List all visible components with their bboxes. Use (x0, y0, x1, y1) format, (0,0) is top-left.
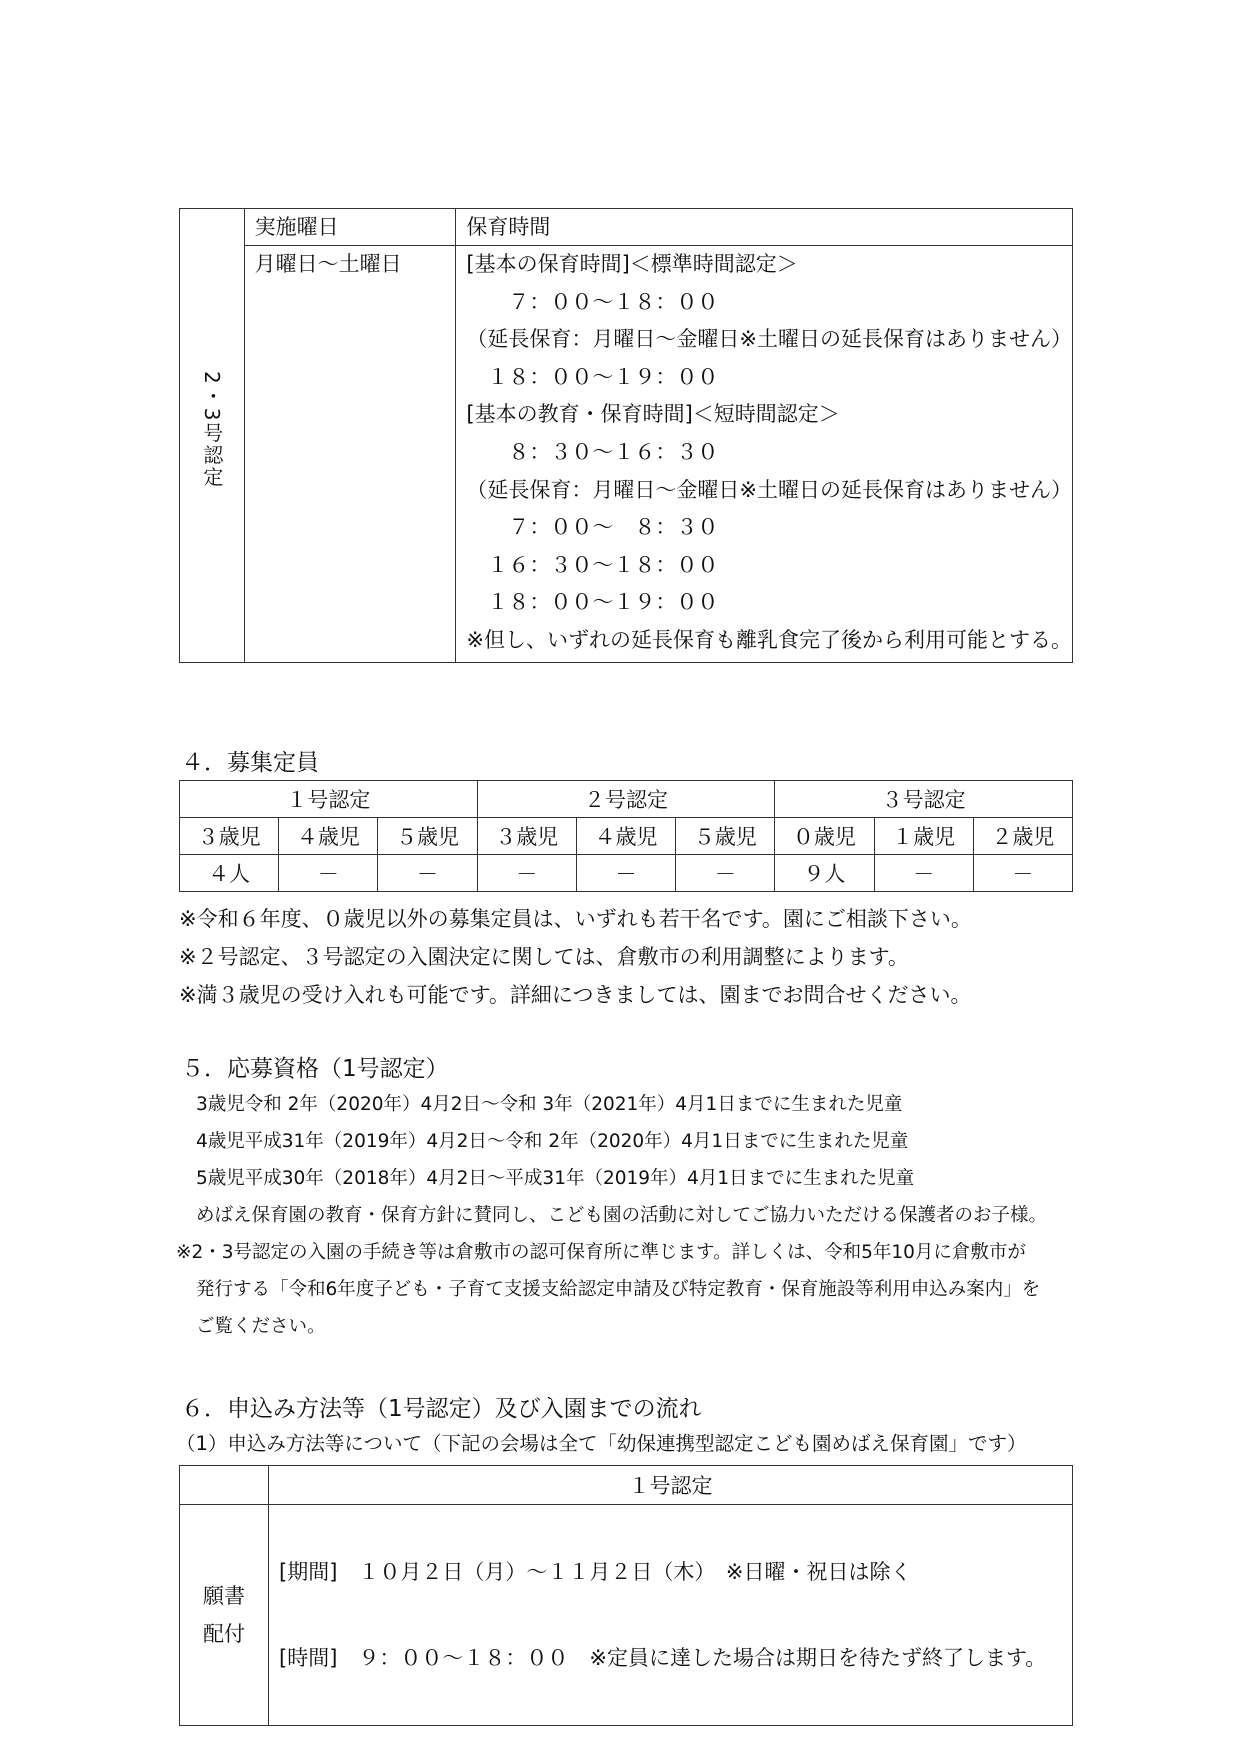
time-line: [時間] ９：００～１８：００ ※定員に達した場合は期日を待たず終了します。 (279, 1646, 1047, 1670)
schedule-table (179, 208, 1073, 663)
eligibility-note: ご覧ください。 (196, 1316, 326, 1337)
age-cell: ４歳児 (576, 818, 675, 855)
schedule-side-label-cell (180, 209, 245, 663)
schedule-line: ７：００～１８：００ (466, 289, 719, 314)
schedule-side-label: 2・3号認定 (199, 371, 224, 489)
age-cell: １歳児 (874, 818, 973, 855)
schedule-lines-cell (456, 246, 1073, 663)
eligibility-line: 5歳児平成30年（2018年）4月2日～平成31年（2019年）4月1日までに生まれた児童 (196, 1168, 915, 1189)
schedule-line: ※但し、いずれの延長保育も離乳食完了後から利用可能とする。 (466, 627, 1072, 652)
age-cell: ２歳児 (973, 818, 1072, 855)
count-cell: － (477, 855, 576, 892)
age-cell: ５歳児 (378, 818, 477, 855)
schedule-line: １８：００～１９：００ (466, 590, 719, 615)
application-table (179, 1465, 1073, 1726)
count-cell: ４人 (180, 855, 279, 892)
age-cell: ３歳児 (180, 818, 279, 855)
eligibility-note: ※2・3号認定の入園の手続き等は倉敷市の認可保育所に準じます。詳しくは、令和5年10月に倉敷市が (176, 1242, 1026, 1263)
age-cell: ５歳児 (676, 818, 775, 855)
section4-heading: ４．募集定員 (181, 750, 319, 776)
schedule-line: １６：３０～１８：００ (466, 552, 719, 577)
count-cell: ９人 (775, 855, 874, 892)
eligibility-note: 発行する「令和6年度子ども・子育て支援支給認定申請及び特定教育・保育施設等利用申込み案内」を (196, 1279, 1041, 1300)
capacity-note: ※２号認定、３号認定の入園決定に関しては、倉敷市の利用調整によります。 (179, 945, 909, 969)
section6-subheading: （1）申込み方法等について（下記の会場は全て「幼保連携型認定こども園めばえ保育園」です） (176, 1432, 1027, 1455)
application-header: １号認定 (269, 1466, 1073, 1505)
count-cell: － (576, 855, 675, 892)
count-cell: － (279, 855, 378, 892)
schedule-line: （延長保育：月曜日～金曜日※土曜日の延長保育はありません） (466, 327, 1072, 352)
schedule-line: （延長保育：月曜日～金曜日※土曜日の延長保育はありません） (466, 477, 1072, 502)
days-cell: 月曜日～土曜日 (244, 246, 456, 663)
eligibility-line: めばえ保育園の教育・保育方針に賛同し、こども園の活動に対してご協力いただける保護者のお子様。 (196, 1205, 1048, 1226)
section6-heading: ６．申込み方法等（1号認定）及び入園までの流れ (181, 1396, 702, 1422)
period-line: [期間] １０月２日（月）～１１月２日（木） ※日曜・祝日は除く (279, 1560, 912, 1584)
eligibility-line: 4歳児平成31年（2019年）4月2日～令和 2年（2020年）4月1日までに生まれた児童 (196, 1131, 909, 1152)
row-label: 願書 (203, 1584, 245, 1608)
eligibility-line: 3歳児令和 2年（2020年）4月2日～令和 3年（2021年）4月1日までに生まれた児童 (196, 1094, 903, 1115)
schedule-line: ７：００～ ８：３０ (466, 515, 719, 540)
schedule-line: １８：００～１９：００ (466, 364, 719, 389)
capacity-table (179, 780, 1073, 892)
group-header: ３号認定 (775, 781, 1073, 818)
age-cell: ０歳児 (775, 818, 874, 855)
age-cell: ４歳児 (279, 818, 378, 855)
count-cell: － (676, 855, 775, 892)
row-label: 配付 (203, 1622, 245, 1646)
section5-heading: ５．応募資格（1号認定） (181, 1056, 449, 1082)
age-cell: ３歳児 (477, 818, 576, 855)
count-cell: － (378, 855, 477, 892)
application-corner-cell (180, 1466, 269, 1505)
capacity-note: ※令和６年度、０歳児以外の募集定員は、いずれも若干名です。園にご相談下さい。 (179, 907, 972, 931)
schedule-line: [基本の保育時間]＜標準時間認定＞ (466, 252, 798, 276)
day-header: 実施曜日 (244, 209, 456, 246)
schedule-line: ８：３０～１６：３０ (466, 439, 719, 464)
application-detail-cell (269, 1505, 1073, 1726)
count-cell: － (973, 855, 1072, 892)
count-cell: － (874, 855, 973, 892)
group-header: １号認定 (180, 781, 478, 818)
group-header: ２号認定 (477, 781, 775, 818)
time-header: 保育時間 (456, 209, 1073, 246)
application-row-label-cell (180, 1505, 269, 1726)
schedule-line: [基本の教育・保育時間]＜短時間認定＞ (466, 402, 840, 427)
capacity-note: ※満３歳児の受け入れも可能です。詳細につきましては、園までお問合せください。 (179, 983, 972, 1007)
